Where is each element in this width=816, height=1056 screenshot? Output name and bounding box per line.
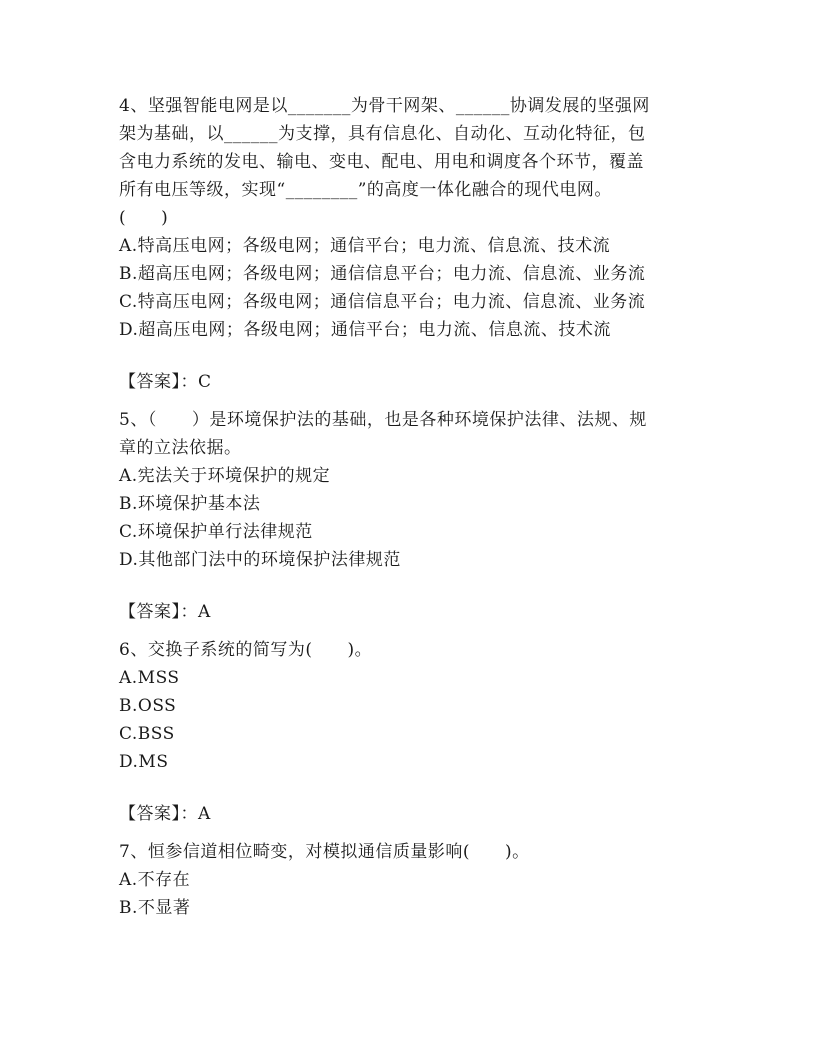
option-b: B.OSS <box>119 696 177 716</box>
question-4 <box>119 92 699 344</box>
spacer <box>119 828 699 838</box>
question-7 <box>119 838 699 922</box>
spacer <box>119 344 699 368</box>
question-stem-line: 6、交换子系统的简写为( )。 <box>119 640 373 660</box>
option-b: B.不显著 <box>119 898 191 918</box>
option-a: A.MSS <box>119 668 180 688</box>
option-d: D.MS <box>119 752 169 772</box>
question-stem-line: 章的立法依据。 <box>119 438 242 458</box>
question-stem-line: ( ) <box>119 208 169 228</box>
spacer <box>119 396 699 406</box>
question-stem-line: 7、恒参信道相位畸变，对模拟通信质量影响( )。 <box>119 842 530 862</box>
option-c: C.BSS <box>119 724 175 744</box>
option-c: C.特高压电网；各级电网；通信信息平台；电力流、信息流、业务流 <box>119 292 646 312</box>
option-d: D.超高压电网；各级电网；通信平台；电力流、信息流、技术流 <box>119 320 611 340</box>
question-stem-line: 含电力系统的发电、输电、变电、配电、用电和调度各个环节，覆盖 <box>119 152 644 172</box>
answer-line: 【答案】：C <box>119 372 212 392</box>
answer-line: 【答案】：A <box>119 804 211 824</box>
document-page <box>119 92 699 922</box>
spacer <box>119 626 699 636</box>
question-6 <box>119 636 699 776</box>
answer-line: 【答案】：A <box>119 602 211 622</box>
question-stem-line: 4、坚强智能电网是以_______为骨干网架、______协调发展的坚强网 <box>119 96 650 116</box>
option-a: A.特高压电网；各级电网；通信平台；电力流、信息流、技术流 <box>119 236 611 256</box>
option-a: A.宪法关于环境保护的规定 <box>119 466 331 486</box>
option-c: C.环境保护单行法律规范 <box>119 522 313 542</box>
question-stem-line: 架为基础，以______为支撑，具有信息化、自动化、互动化特征，包 <box>119 124 646 144</box>
question-stem-line: 5、（ ）是环境保护法的基础，也是各种环境保护法律、法规、规 <box>119 410 647 430</box>
option-d: D.其他部门法中的环境保护法律规范 <box>119 550 401 570</box>
option-b: B.超高压电网；各级电网；通信信息平台；电力流、信息流、业务流 <box>119 264 646 284</box>
question-5 <box>119 406 699 574</box>
option-a: A.不存在 <box>119 870 191 890</box>
spacer <box>119 776 699 800</box>
question-stem-line: 所有电压等级，实现“________”的高度一体化融合的现代电网。 <box>119 180 612 200</box>
option-b: B.环境保护基本法 <box>119 494 261 514</box>
spacer <box>119 574 699 598</box>
